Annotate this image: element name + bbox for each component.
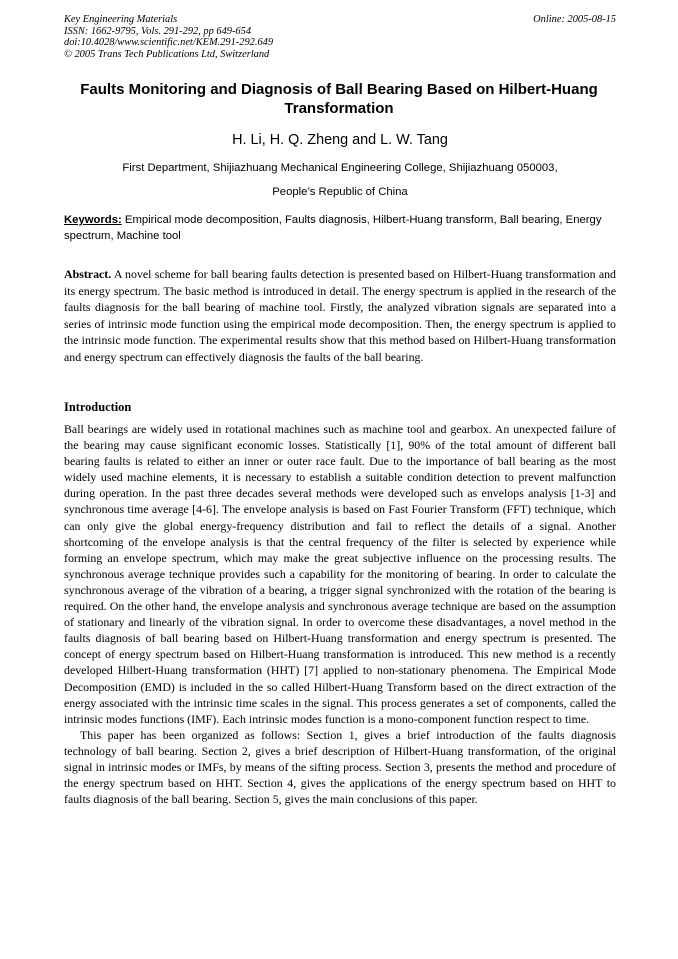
abstract-text: A novel scheme for ball bearing faults detection is presented based on Hilbert-Huang transformation and its energy spectrum. The basic method is introduced in detail. The energy spectrum is applied in the research of the faults diagnosis for the ball bearing of machine tool. Firstly, the analyzed vibration signals are separated into a series of intrinsic mode function using the empirical mode decomposition. Then, the energy spectrum is applied to the intrinsic mode function. The experimental results show that this method based on Hilbert-Huang transformation and energy spectrum can effectively diagnosis the faults of the ball bearing. (64, 267, 616, 364)
author-list: H. Li, H. Q. Zheng and L. W. Tang (232, 132, 448, 148)
keywords-text: Empirical mode decomposition, Faults diagnosis, Hilbert-Huang transform, Ball bearing, Energy spectrum, Machine tool (64, 214, 602, 242)
journal-header (64, 14, 616, 60)
abstract-label: Abstract. (64, 267, 112, 281)
introduction-heading: Introduction (64, 400, 132, 414)
keywords-block (64, 213, 616, 244)
abstract-block (64, 266, 616, 365)
journal-name: Key Engineering Materials (64, 14, 178, 25)
affiliation (64, 156, 616, 204)
issn-line: ISSN: 1662-9795, Vols. 291-292, pp 649-654 (64, 25, 252, 37)
affiliation-line-1: First Department, Shijiazhuang Mechanical Engineering College, Shijiazhuang 050003, (122, 162, 558, 174)
keywords-label: Keywords: (64, 214, 122, 226)
online-date: Online: 2005-08-15 (533, 14, 616, 25)
introduction-paragraph-1: Ball bearings are widely used in rotational machines such as machine tool and gearbox. An unexpected failure of the bearing may cause significant economic losses. Statistically [1], 90% of the total amount of different ball bearing faults is related to either an inner or outer race fault. Due to the importance of ball bearing as the most widely used machine elements, it is necessary to establish a suitable condition detection to prevent malfunction during operation. In the past three decades several methods were developed such as envelops analysis [1-3] and synchronous time average [4-6]. The envelope analysis is based on Fast Fourier Transform (FFT) technique, which can only give the global energy-frequency distribution and fail to reflect the details of a signal. Another shortcoming of the envelope analysis is that the central frequency of the filter is selected by experience while forming an envelope spectrum, which may make the great subjective influence on the processing results. The synchronous average technique provides such a capability for the monitoring of bearing. In order to calculate the synchronous average of the vibration of a bearing, a trigger signal synchronized with the rotation of the bearing is required. On the other hand, the envelope analysis and synchronous average technique are based on the assumption of stationary and linearly of the vibration signal. In order to overcome these disadvantages, a novel method in the faults diagnosis of ball bearing based on Hilbert-Huang transformation and energy spectrum is presented. The concept of energy spectrum based on Hilbert-Huang transformation is introduced. This new method is a recently developed Hilbert-Huang transformation (HHT) [7] applied to non-stationary phenomena. The Empirical Mode Decomposition (EMD) is included in the so called Hilbert-Huang Transform based on the direct extraction of the energy associated with the intrinsic time scales in the signal. This process generates a set of components, called the intrinsic modes functions (IMF). Each intrinsic modes function is a mono-component function respect to time. (64, 422, 616, 726)
affiliation-line-2: People’s Republic of China (272, 186, 408, 198)
introduction-paragraph-2: This paper has been organized as follows: Section 1, gives a brief introduction of the faults diagnosis technology of ball bearing. Section 2, gives a brief description of Hilbert-Huang transformation, of the original signal in intrinsic modes or IMFs, by means of the sifting process. Section 3, presents the method and procedure of the energy spectrum based on HHT. Section 4, gives the applications of the energy spectrum based on HHT to faults diagnosis of the ball bearing. Section 5, gives the main conclusions of this paper. (64, 727, 616, 807)
paper-title: Faults Monitoring and Diagnosis of Ball Bearing Based on Hilbert-Huang Transformation (80, 81, 598, 117)
introduction-body (64, 421, 616, 807)
doi-line: doi:10.4028/www.scientific.net/KEM.291-292.649 (64, 37, 274, 49)
copyright-line: © 2005 Trans Tech Publications Ltd, Switzerland (64, 48, 270, 60)
